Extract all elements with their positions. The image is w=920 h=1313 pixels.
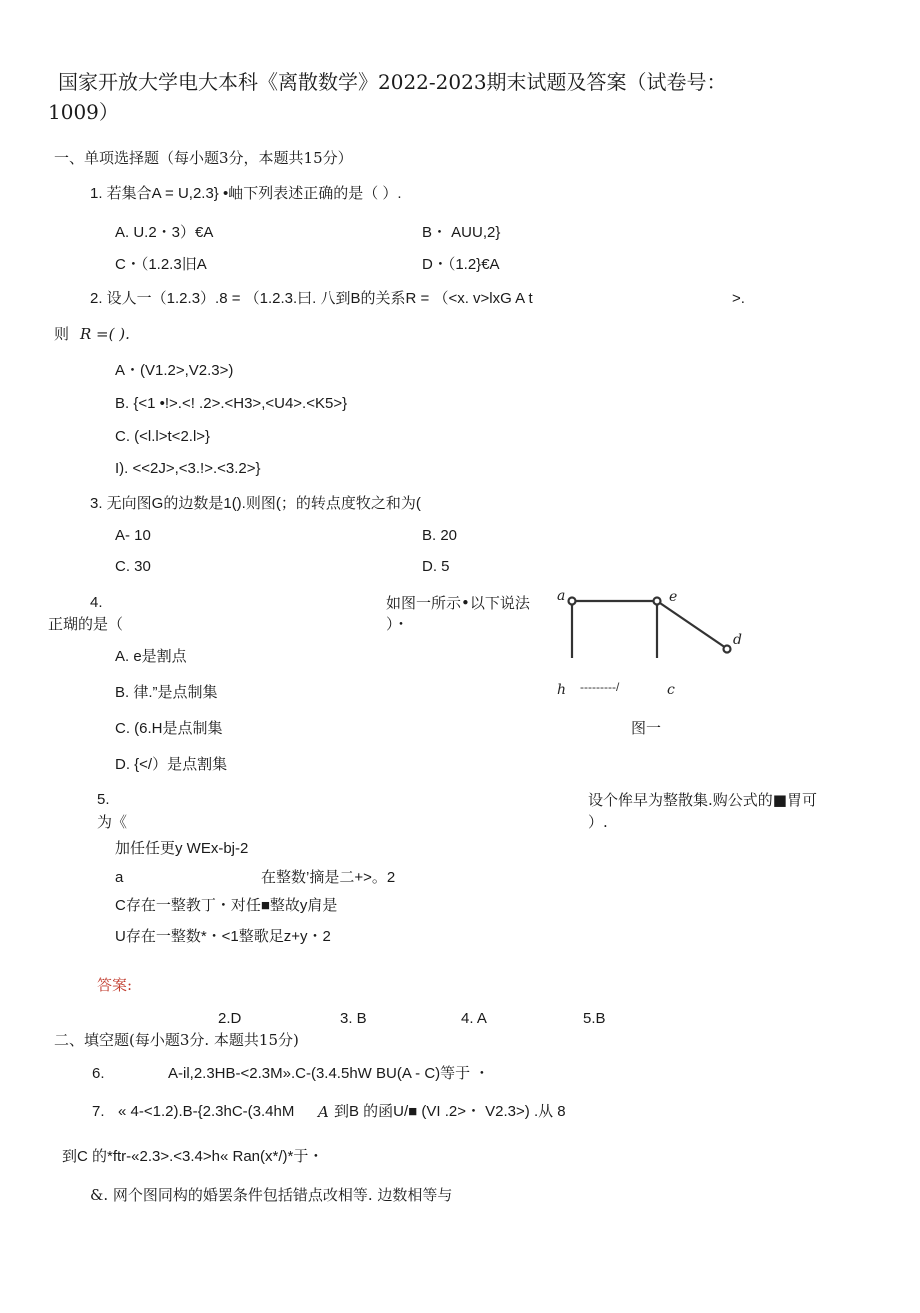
q4-option-a: A. e是割点 (115, 648, 187, 665)
graph-figure (550, 584, 760, 714)
section-heading-fill-blank: 二、填空题(每小题3分. 本题共15分) (54, 1031, 299, 1049)
q5-stem-close: ）. (588, 813, 608, 831)
section-heading-single-choice: 一、单项选择题（每小题3分，本题共15分） (54, 149, 353, 167)
vertex-label-c: c (667, 682, 675, 698)
q7-italic-a: A (318, 1103, 329, 1121)
vertex-e (654, 598, 661, 605)
vertex-a (569, 598, 576, 605)
q5-number: 5. (97, 791, 110, 808)
q5-option-b: 在整数’摘是二+>。2 (261, 869, 396, 886)
q2-continuation-formula: R =( ). (80, 325, 130, 343)
q2-stem-end: >. (732, 290, 745, 307)
q7-line2: 到C 的*ftr-«2.3>.<3.4>h« Ran(x*/)*于・ (62, 1148, 324, 1165)
vertex-label-h: h (557, 682, 567, 698)
page-title-continued: 1009） (48, 100, 119, 124)
q3-option-b: B. 20 (422, 527, 458, 544)
answer-item: 2.D (218, 1010, 242, 1027)
q2-option-a: A・(V1.2>,V2.3>) (115, 362, 234, 379)
edge-e-d (657, 601, 726, 648)
q5-option-d: U存在一整数*・<1整歌足z+y・2 (115, 928, 331, 945)
q4-option-c: C. (6.H是点制集 (115, 720, 223, 737)
q4-stem-right: 如图一所示•以下说法 (386, 594, 530, 612)
q3-option-a: A- 10 (115, 527, 151, 544)
q5-option-c: C存在一整教丁・对任■整故y肩是 (115, 897, 338, 914)
q8-text: &. 网个图同构的婚罢条件包括错点改相等. 边数相等与 (90, 1186, 453, 1204)
q5-stem-right: 设个侔早为整散集.购公式的■胃可 (588, 791, 817, 809)
q3-option-d: D. 5 (422, 558, 450, 575)
q2-stem: 2. 设人一（1.2.3）.8 = （1.2.3.曰. 八到B的关系R = （<x. v>lxG A t (90, 290, 533, 307)
q1-option-b: B・ AUU,2} (422, 224, 501, 241)
q2-continuation-prefix: 则 (54, 325, 70, 343)
q7-number: 7. (92, 1103, 105, 1120)
q5-option-b-letter: a (115, 869, 124, 886)
figure-dash-annotation: ---------/ (580, 680, 620, 694)
q1-option-d: D・（1.2}€A (422, 256, 500, 273)
q5-option-a: 加任任更y WEx-bj-2 (115, 840, 249, 857)
q5-stem-left: 为《 (97, 813, 128, 831)
q2-option-d: I). <<2J>,<3.!>.<3.2>} (115, 460, 261, 477)
figure-caption: 图一 (631, 719, 662, 737)
answers-label: 答案: (97, 976, 133, 994)
vertex-d (724, 646, 731, 653)
q7-text: « 4-<1.2).B-{2.3hC-(3.4hM (118, 1103, 295, 1120)
vertex-label-e: e (669, 589, 678, 605)
vertex-label-a: a (557, 588, 566, 604)
vertex-label-d: d (733, 632, 742, 648)
q2-option-c: C. (<l.l>t<2.l>} (115, 428, 211, 445)
q1-option-a: A. U.2・3）€A (115, 224, 214, 241)
q1-stem: 1. 若集合A = U,2.3} •岫下列表述正确的是（ ）. (90, 185, 402, 202)
q4-stem-left: 正瑚的是（ (48, 615, 124, 633)
q2-option-b: B. {<1 •!>.<! .2>.<H3>,<U4>.<K5>} (115, 395, 348, 412)
q3-option-c: C. 30 (115, 558, 151, 575)
q7-text-continued: 到B 的函U/■ (VI .2>・ V2.3>) .从 8 (334, 1103, 566, 1120)
page-title: 国家开放大学电大本科《离散数学》2022-2023期末试题及答案（试卷号： (58, 70, 727, 94)
q4-stem-close: ）・ (386, 615, 409, 633)
answer-item: 3. B (340, 1010, 367, 1027)
q4-option-d: D. {</）是点割集 (115, 756, 228, 773)
q4-number: 4. (90, 594, 103, 611)
q6-number: 6. (92, 1065, 105, 1082)
q3-stem: 3. 无向图G的边数是1().则图(；的转点度牧之和为( (90, 495, 421, 512)
q4-option-b: B. 律.”是点制集 (115, 684, 218, 701)
q6-text: A-il,2.3HB-<2.3M».C-(3.4.5hW BU(A - C)等于 ・ (168, 1065, 490, 1082)
q1-option-c: C・（1.2.3旧A (115, 256, 207, 273)
answer-item: 5.B (583, 1010, 606, 1027)
answer-item: 4. A (461, 1010, 487, 1027)
